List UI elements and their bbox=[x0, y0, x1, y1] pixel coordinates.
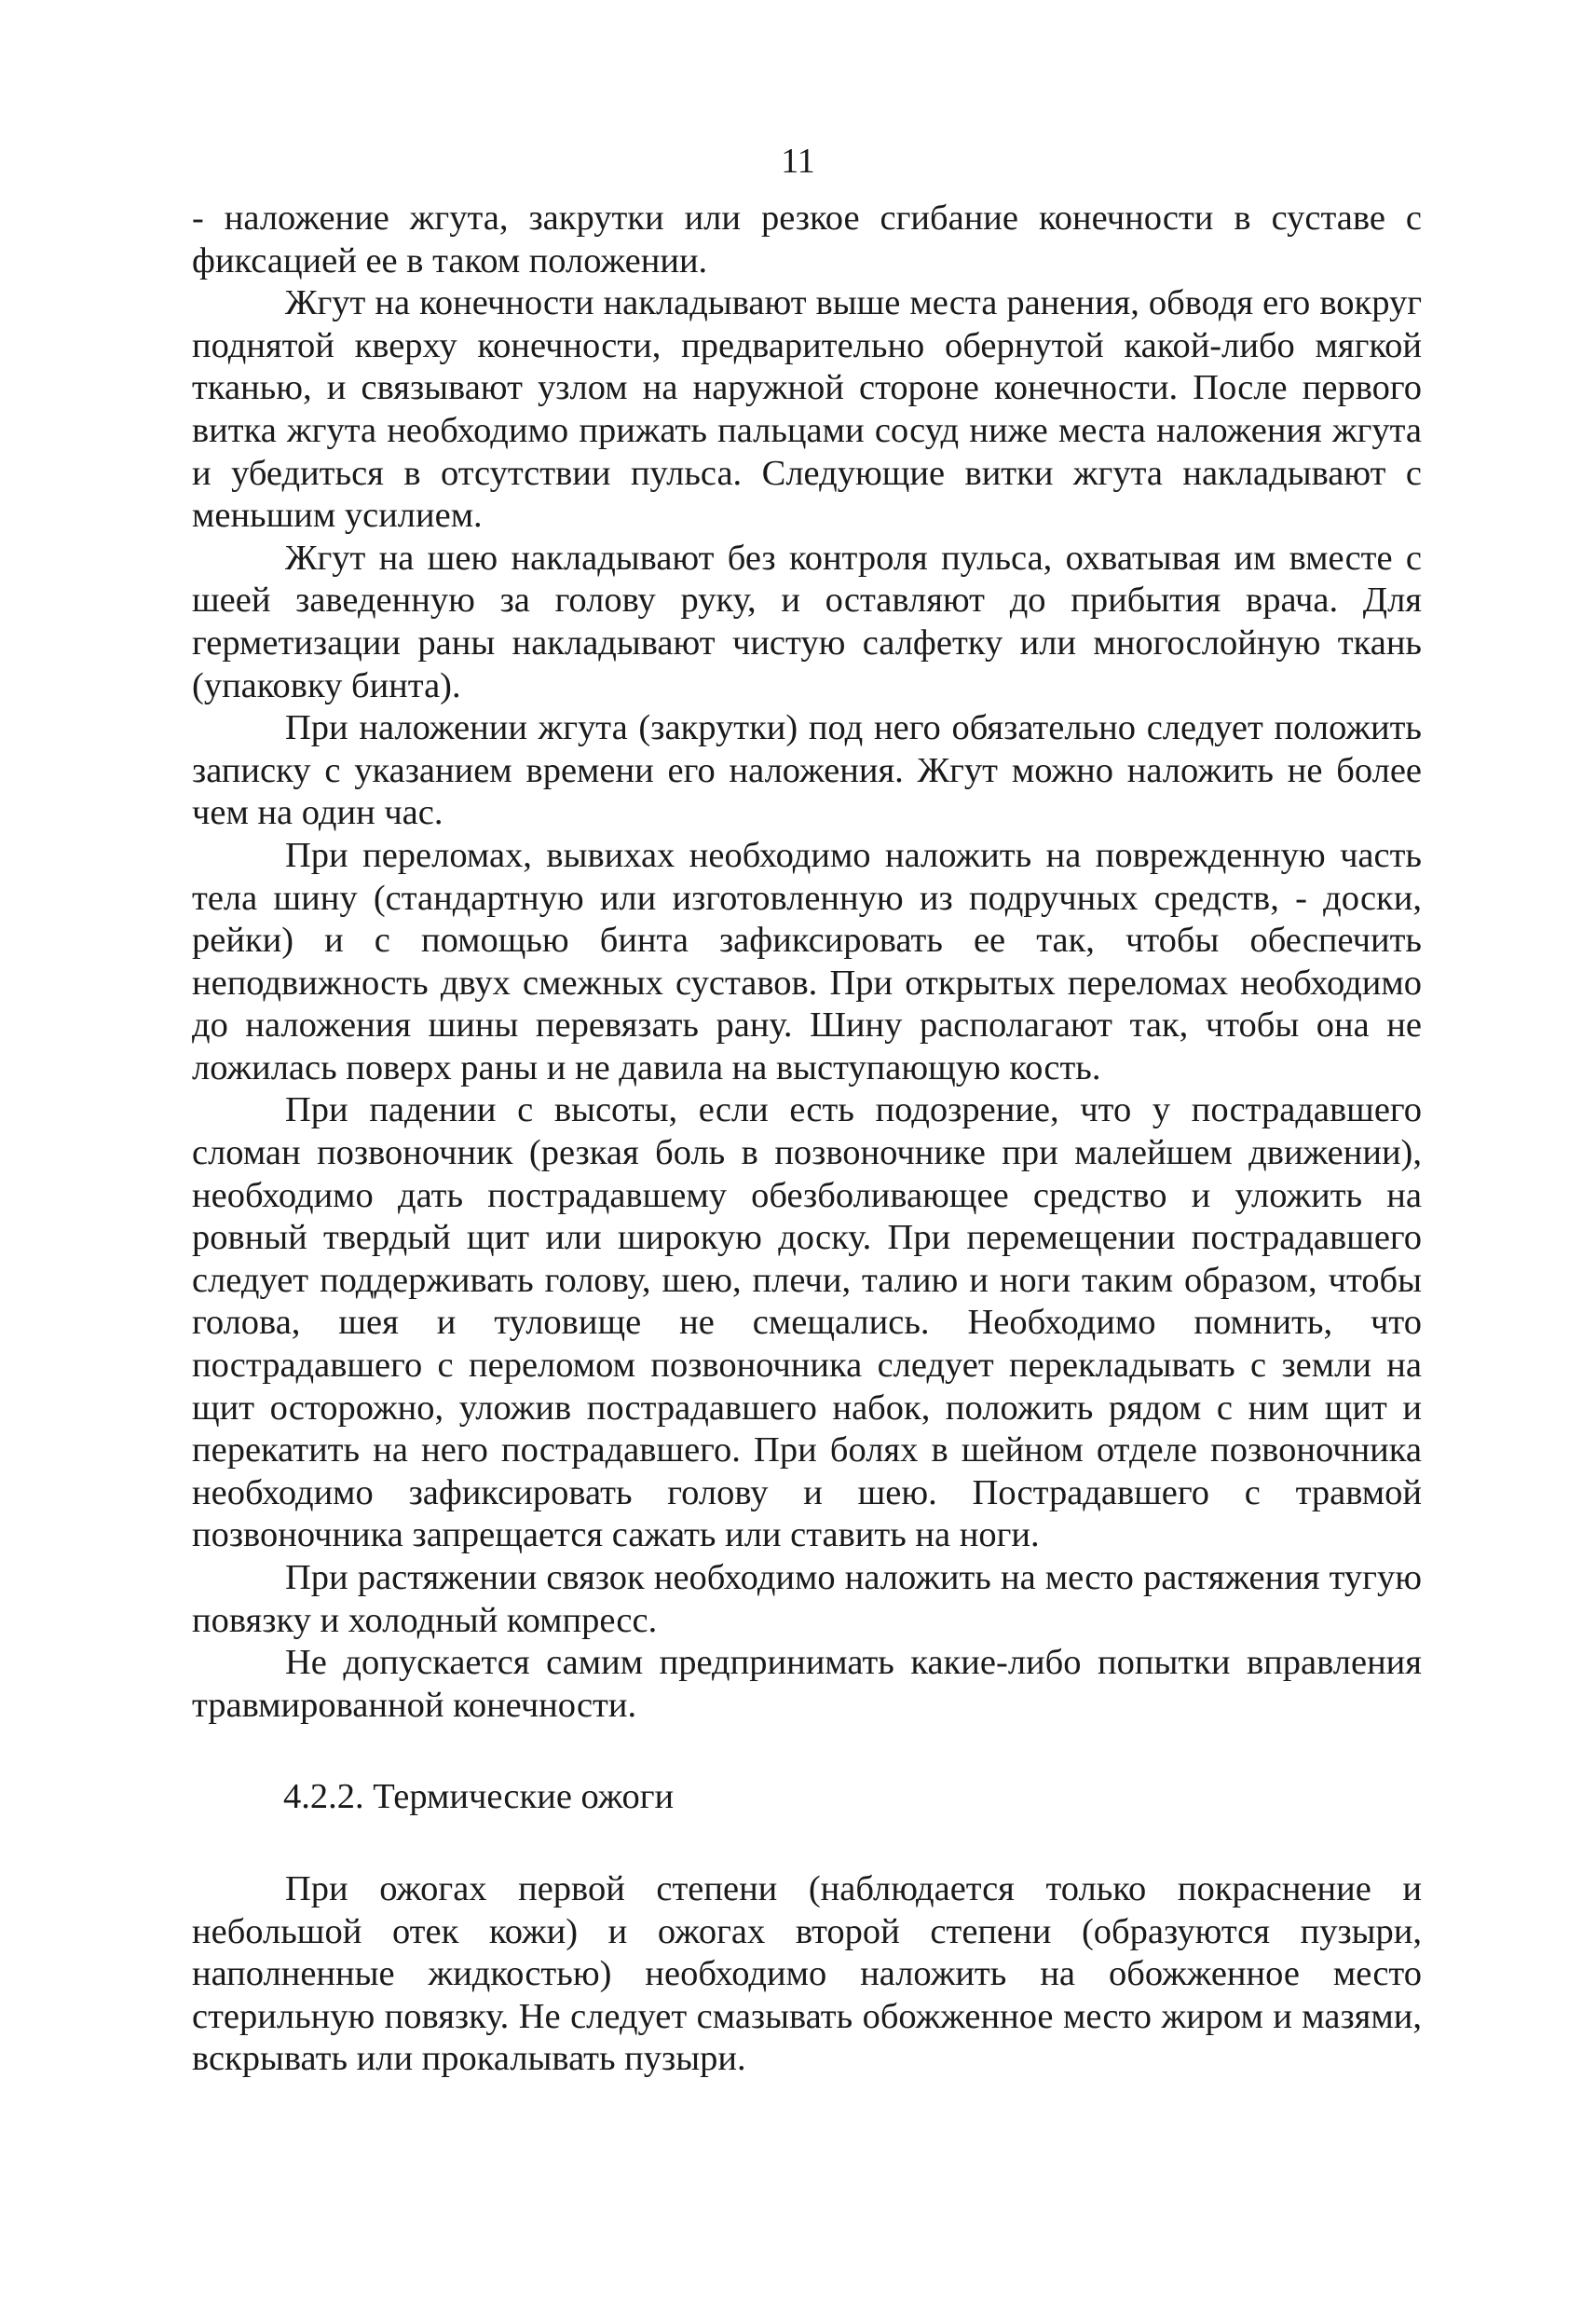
page-number: 11 bbox=[781, 142, 815, 181]
paragraph-neck-tourniquet: Жгут на шею накладывают без контроля пульса, охватывая им вместе с шеей заведенную за голову руку, и оставляют до прибытия врача. Для герметизации раны накладывают чистую салфетку или многослойную ткань (упаковку бинта). bbox=[192, 538, 1422, 705]
paragraph-tourniquet-note: При наложении жгута (закрутки) под него обязательно следует положить записку с указанием времени его наложения. Жгут можно наложить не более чем на один час. bbox=[192, 708, 1422, 833]
paragraph-fractures: При переломах, вывихах необходимо наложить на поврежденную часть тела шину (стандартную или изготовленную из подручных средств, - доски, рейки) и с помощью бинта зафиксировать ее так, чтобы обеспечить неподвижность двух смежных суставов. При открытых переломах необходимо до наложения шины перевязать рану. Шину располагают так, чтобы она не ложилась поверх раны и не давила на выступающую кость. bbox=[192, 835, 1422, 1087]
paragraph-no-reduction: Не допускается самим предпринимать какие-либо попытки вправления травмированной конечности. bbox=[192, 1643, 1422, 1725]
paragraph-burns: При ожогах первой степени (наблюдается только покраснение и небольшой отек кожи) и ожогах второй степени (образуются пузыри, наполненные жидкостью) необходимо наложить на обожженное место стерильную повязку. Не следует смазывать обожженное место жиром и мазями, вскрывать или прокалывать пузыри. bbox=[192, 1868, 1422, 2079]
paragraph-sprains: При растяжении связок необходимо наложить на место растяжения тугую повязку и холодный компресс. bbox=[192, 1558, 1422, 1640]
section-heading-thermal-burns: 4.2.2. Термические ожоги bbox=[283, 1777, 675, 1817]
paragraph-spine-injury: При падении с высоты, если есть подозрение, что у пострадавшего сломан позвоночник (резкая боль в позвоночнике при малейшем движении), необходимо дать пострадавшему обезболивающее средство и уложить на ровный твердый щит или широкую доску. При перемещении пострадавшего следует поддерживать голову, шею, плечи, талию и ноги таким образом, чтобы голова, шея и туловище не смещались. Необходимо помнить, что пострадавшего с переломом позвоночника следует перекладывать с земли на щит осторожно, уложив пострадавшего набок, положить рядом с ним щит и перекатить на него пострадавшего. При болях в шейном отделе позвоночника необходимо зафиксировать голову и шею. Пострадавшего с травмой позвоночника запрещается сажать или ставить на ноги. bbox=[192, 1090, 1422, 1555]
paragraph-tourniquet-methods: - наложение жгута, закрутки или резкое сгибание конечности в суставе с фиксацией ее в таком положении. bbox=[192, 198, 1422, 280]
document-body bbox=[192, 198, 1422, 2081]
paragraph-limb-tourniquet: Жгут на конечности накладывают выше места ранения, обводя его вокруг поднятой кверху конечности, предварительно обернутой какой-либо мягкой тканью, и связывают узлом на наружной стороне конечности. После первого витка жгута необходимо прижать пальцами сосуд ниже места наложения жгута и убедиться в отсутствии пульса. Следующие витки жгута накладывают с меньшим усилием. bbox=[192, 283, 1422, 536]
